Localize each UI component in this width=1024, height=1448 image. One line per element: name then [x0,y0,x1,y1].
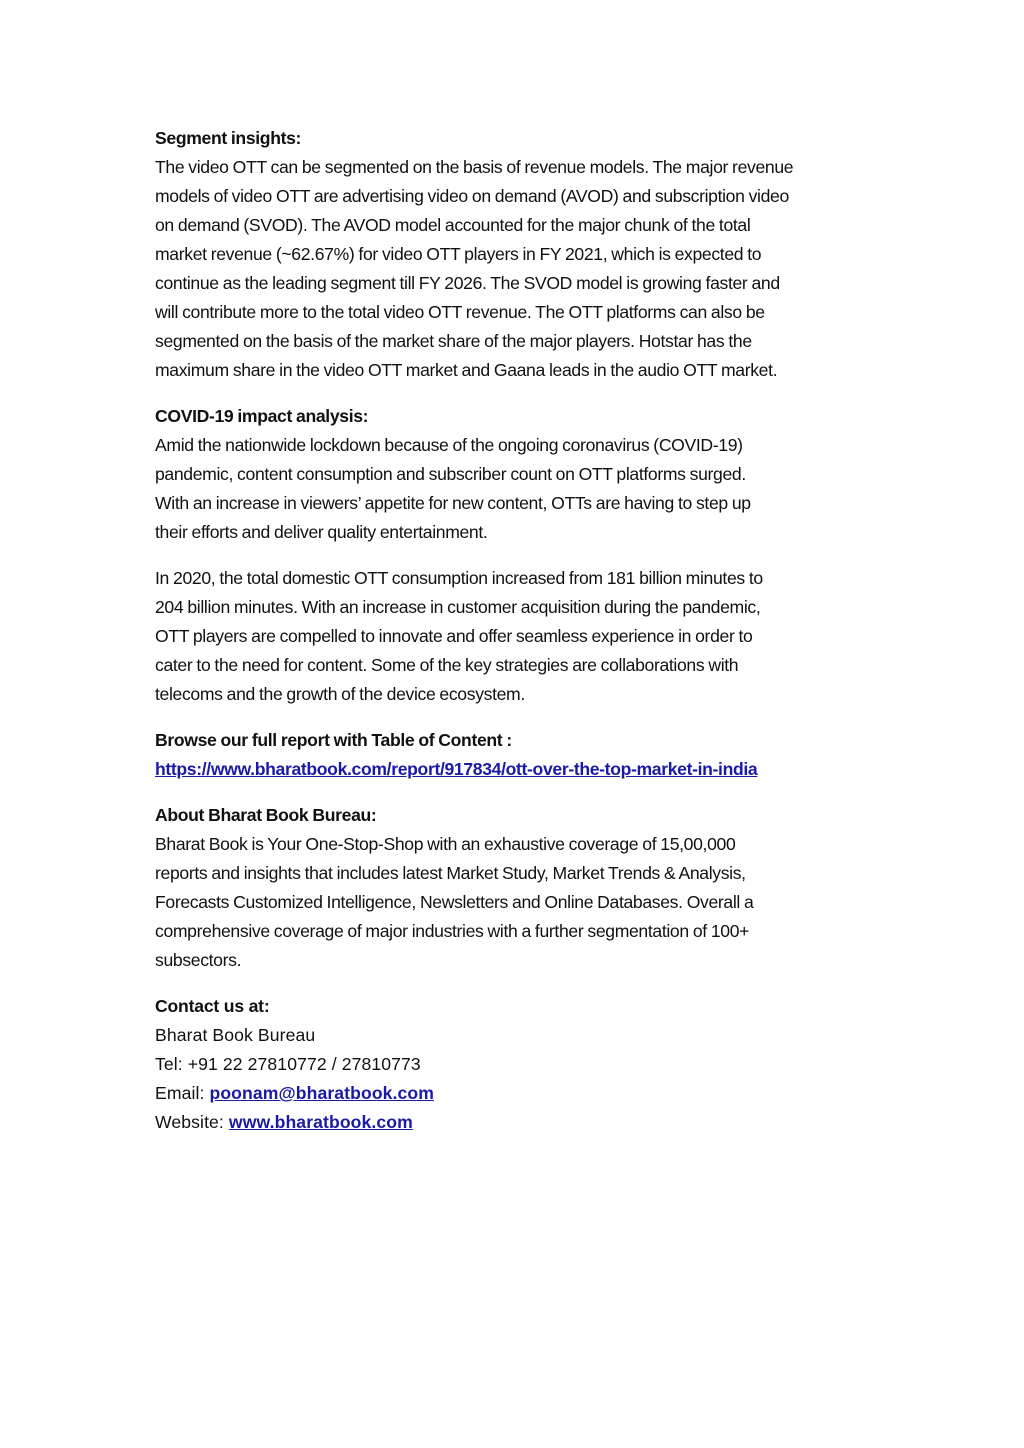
document-page [155,124,885,1154]
segment-insights-heading: Segment insights: [155,128,302,148]
paragraph-line: The video OTT can be segmented on the basis of revenue models. The major revenue [155,157,794,177]
paragraph-line: models of video OTT are advertising video on demand (AVOD) and subscription video [155,186,789,206]
paragraph-line: subsectors. [155,950,242,970]
paragraph-line: telecoms and the growth of the device ecosystem. [155,684,525,704]
paragraph-line: market revenue (~62.67%) for video OTT players in FY 2021, which is expected to [155,244,762,264]
paragraph-line: will contribute more to the total video OTT revenue. The OTT platforms can also be [155,302,765,322]
covid-impact-section [155,402,885,547]
website-label: Website: [155,1112,229,1132]
contact-section [155,992,885,1137]
paragraph-line: Bharat Book is Your One-Stop-Shop with an exhaustive coverage of 15,00,000 [155,834,736,854]
paragraph-line: their efforts and deliver quality entertainment. [155,522,488,542]
paragraph-line: With an increase in viewers’ appetite for new content, OTTs are having to step up [155,493,751,513]
contact-email-row [155,1079,885,1108]
segment-insights-section [155,124,885,385]
paragraph-line: In 2020, the total domestic OTT consumption increased from 181 billion minutes to [155,568,763,588]
about-section [155,801,885,975]
paragraph-line: Amid the nationwide lockdown because of the ongoing coronavirus (COVID-19) [155,435,743,455]
paragraph-line: reports and insights that includes latest Market Study, Market Trends & Analysis, [155,863,746,883]
website-link[interactable]: www.bharatbook.com [228,1112,413,1132]
paragraph-line: Forecasts Customized Intelligence, Newsletters and Online Databases. Overall a [155,892,754,912]
paragraph-line: continue as the leading segment till FY 2026. The SVOD model is growing faster and [155,273,780,293]
paragraph-line: pandemic, content consumption and subscriber count on OTT platforms surged. [155,464,746,484]
contact-company: Bharat Book Bureau [155,1025,316,1045]
browse-report-heading: Browse our full report with Table of Content : [155,730,512,750]
paragraph-line: comprehensive coverage of major industries with a further segmentation of 100+ [155,921,750,941]
paragraph-line: on demand (SVOD). The AVOD model accounted for the major chunk of the total [155,215,751,235]
browse-report-section [155,726,885,784]
paragraph-line: 204 billion minutes. With an increase in customer acquisition during the pandemic, [155,597,761,617]
covid-impact-heading: COVID-19 impact analysis: [155,406,369,426]
consumption-section [155,564,885,709]
paragraph-line: cater to the need for content. Some of the key strategies are collaborations with [155,655,739,675]
contact-heading: Contact us at: [155,996,270,1016]
email-label: Email: [155,1083,210,1103]
report-link[interactable]: https://www.bharatbook.com/report/917834/ott-over-the-top-market-in-india [155,759,758,779]
about-heading: About Bharat Book Bureau: [155,805,377,825]
email-link[interactable]: poonam@bharatbook.com [209,1083,435,1103]
paragraph-line: OTT players are compelled to innovate and offer seamless experience in order to [155,626,753,646]
contact-website-row [155,1108,885,1137]
contact-tel: Tel: +91 22 27810772 / 27810773 [155,1054,421,1074]
paragraph-line: maximum share in the video OTT market and Gaana leads in the audio OTT market. [155,360,778,380]
paragraph-line: segmented on the basis of the market share of the major players. Hotstar has the [155,331,752,351]
